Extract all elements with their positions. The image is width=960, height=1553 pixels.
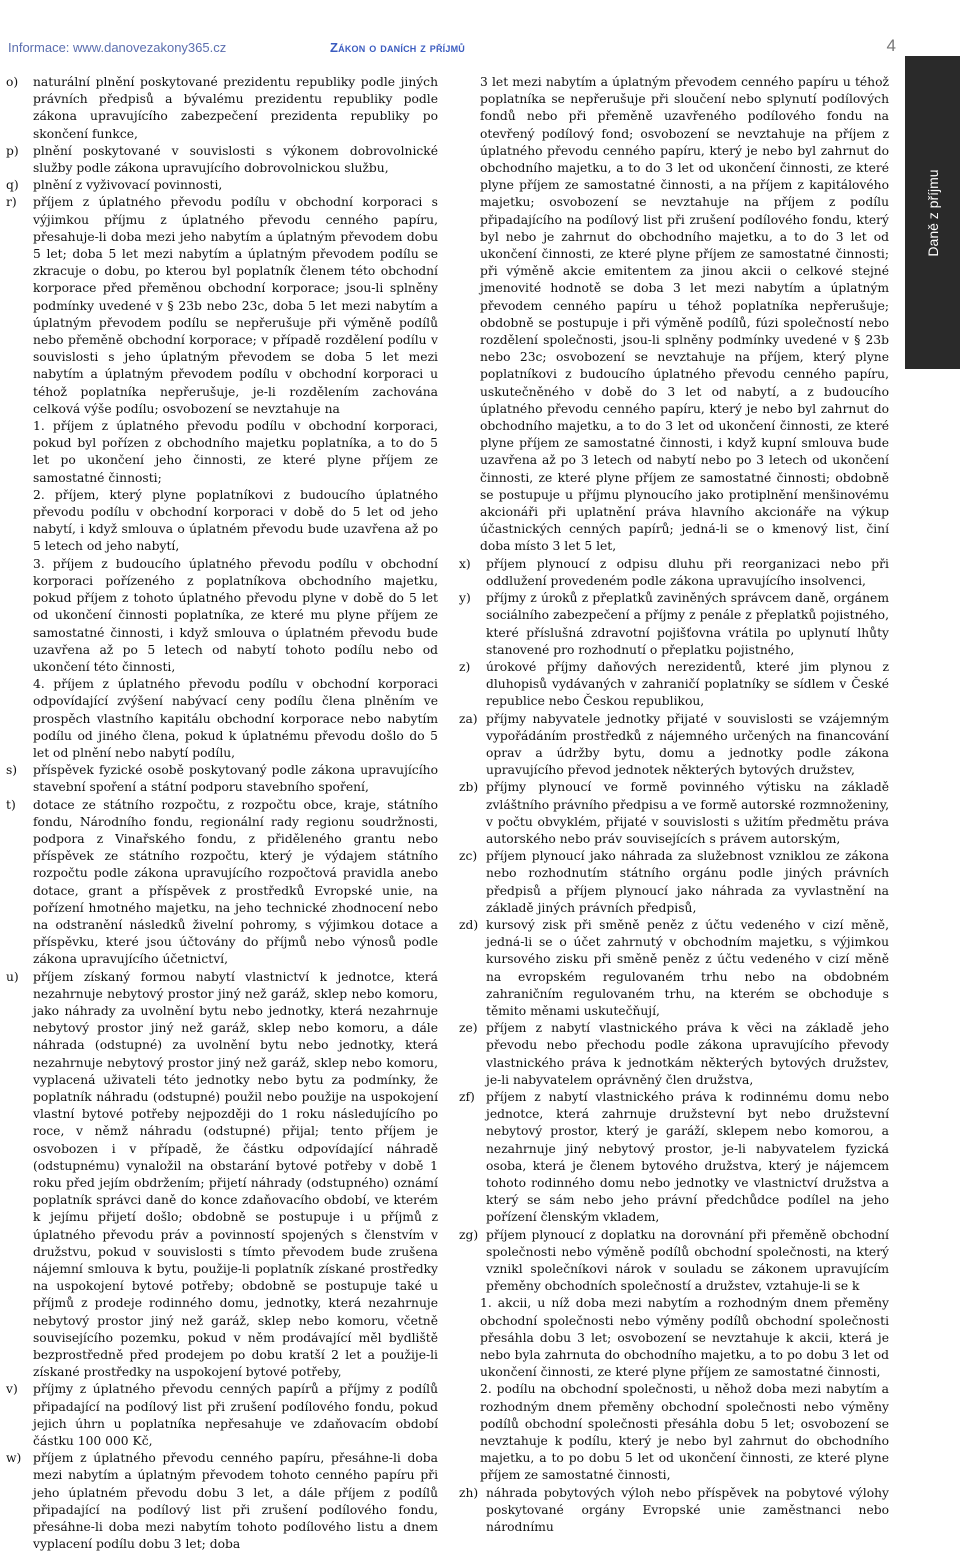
list-item — [459, 590, 889, 659]
item-text: příjmy plynoucí ve formě povinného výtisku na základě zvláštního právního předpisu a ve formě autorské rozmnoženiny, v počtu obvyklém, přijaté v souvislosti s užitím předmětu práva autorského nebo práv souvisejících s právem autorským, — [486, 780, 889, 846]
item-label: r) — [6, 195, 17, 210]
sub-item: 1. příjem z úplatného převodu podílu v obchodní korporaci, pokud byl pořízen z obchodního majetku poplatníka, a to do 5 let po ukončení jeho činnosti, ze které plyne příjem ze samostatné činnosti; — [33, 419, 438, 485]
sub-item: 2. příjem, který plyne poplatníkovi z budoucího úplatného převodu podílu v obchodní korporaci v době do 5 let od jeho nabytí, i když smlouva o úplatném převodu bude uzavřena až po 5 letech od jeho nabytí, — [33, 487, 438, 554]
item-text: příjmy z úroků z přeplatků zaviněných správcem daně, orgánem sociálního zabezpečení a příjmy z penále z přeplatků pojistného, které příslušná zdravotní pojišťovna vrátila po uplynutí lhůty stanovené pro rozhodnutí o přeplatku pojistného, — [486, 591, 889, 657]
list-item — [6, 1450, 438, 1553]
item-label: zg) — [459, 1227, 479, 1242]
item-label: o) — [6, 75, 19, 89]
section-side-tab — [905, 56, 960, 369]
list-item — [459, 848, 889, 917]
item-label: zf) — [459, 1089, 475, 1104]
list-item — [459, 1227, 889, 1296]
page-number: 4 — [886, 36, 896, 55]
list-item — [459, 779, 889, 848]
page-header — [0, 0, 960, 64]
item-text: příjmy nabyvatele jednotky přijaté v souvislosti se vzájemným vypořádáním prostředků z nájemného určených na financování oprav a údržby bytu, domu a jednotky podle zákona upravujícího převod jednotek některých bytových družstev, — [486, 711, 889, 778]
item-text: příjem získaný formou nabytí vlastnictví k jednotce, která nezahrnuje nebytový prostor jiný než garáž, sklep nebo komoru, jako náhrady za uvolnění bytu nebo jednotky, která nezahrnuje nebytový prostor jiný než garáž, sklep nebo komoru, a dále náhrada (odstupné) za uvolnění bytu nebo jednotky, která nezahrnuje nebytový prostor jiný než garáž, sklep nebo komoru, vyplacená uživateli této jednotky nebo bytu za podmínky, že poplatník náhradu (odstupné) použil nebo použije na uspokojení vlastní bytové potřeby nejpozději do 1 roku následujícího po roce, v němž náhradu (odstupné) přijal; tento příjem je osvobozen i v případě, že částku odpovídající náhradě (odstupnému) vynaložil na obstarání bytové potřeby v době 1 roku před jejím obdržením; přijetí náhrady (odstupného) oznámí poplatník správci daně do konce zdaňovacího období, ve kterém k jejímu přijetí došlo; obdobně se postupuje i u příjmů z úplatného převodu práv a povinností spojených s členstvím v družstvu, pokud v souvislosti s tímto převodem bude zrušena nájemní smlouva k bytu, použije-li poplatník získané prostředky na uspokojení bytové potřeby; obdobně se postupuje také u příjmů z prodeje rodinného domu, jednotky, která nezahrnuje nebytový prostor jiný než garáž, sklep nebo komoru, včetně souvisejícího pozemku, pokud v něm prodávající měl bydliště bezprostředně před prodejem po dobu kratší 2 let a použije-li získané prostředky na uspokojení bytové potřeby, — [33, 969, 438, 1380]
list-item — [6, 177, 438, 194]
list-item — [6, 762, 438, 796]
item-text: příjem z nabytí vlastnického práva k rodinnému domu nebo jednotce, která zahrnuje družstevní byt nebo družstevní nebytový prostor, který je garáží, sklepem nebo komorou, a nezahrnuje jiný nebytový prostor, je-li nabyvatelem fyzická osoba, která je členem bytového družstva, který je nájemcem tohoto rodinného domu nebo jednotky ve vlastnictví družstva a který se sám nebo jeho právní předchůdce podílel na jeho pořízení členským vkladem, — [486, 1089, 889, 1225]
list-item — [6, 143, 438, 177]
list-item — [459, 917, 889, 1020]
item-label: zd) — [459, 917, 479, 932]
item-label: w) — [6, 1451, 22, 1466]
continued-paragraph: 3 let mezi nabytím a úplatným převodem cenného papíru u téhož poplatníka se nepřerušuje při sloučení nebo splynutí podílových fondů nebo při přeměně uzavřeného podílového fondu na otevřený podílový fond; osvobození se nevztahuje na příjem z úplatného převodu cenného papíru, který je nebo byl zahrnut do obchodního majetku, a to do 3 let od ukončení činnosti, ze které plyne příjem ze samostatné činnosti, a na příjem z kapitálového majetku; osvobození se nevztahuje na příjem z podílu připadajícího na podílový list při zrušení podílového fondu, který byl nebo je zahrnut do obchodního majetku, a to do 3 let od ukončení činnosti, ze které plyne příjem ze samostatné činnosti; při výměně akcie emitentem za jinou akcii o celkové stejné jmenovité hodnotě se doba 3 let mezi nabytím a úplatným převodem cenného papíru u téhož poplatníka nepřerušuje; obdobně se postupuje i při výměně podílů, fúzi společností nebo rozdělení společnosti, jsou-li splněny podmínky uvedené v § 23b nebo 23c; osvobození se nevztahuje na příjem, který plyne poplatníkovi z budoucího úplatného převodu cenného papíru, uskutečněného v době do 3 let od nabytí, a z budoucího úplatného převodu cenného papíru, který je nebo byl zahrnut do obchodního majetku, a to do 3 let od ukončení činnosti, ze které plyne příjem ze samostatné činnosti, i když kupní smlouva bude uzavřena až po 3 letech od nabytí nebo po 3 letech od ukončení činnosti, ze které plyne příjem ze samostatné činnosti; obdobně se postupuje u příjmu plynoucího jako protiplnění menšinovému akcionáři při uplatnění práva hlavního akcionáře na výkup účastnických cenných papírů; jedná-li se o kmenový list, činí doba místo 3 let 5 let, — [480, 75, 889, 554]
list-item — [6, 194, 438, 418]
item-text: plnění z vyživovací povinnosti, — [33, 178, 223, 193]
item-label: s) — [6, 763, 18, 778]
list-item — [459, 711, 889, 780]
list-item — [6, 1381, 438, 1450]
item-text: dotace ze státního rozpočtu, z rozpočtu obce, kraje, státního fondu, Národního fondu, regionální rady regionu soudržnosti, podpora z Vinařského fondu, z přiděleného grantu nebo příspěvek ze státního rozpočtu, který je výdajem státního rozpočtu podle zákona upravujícího rozpočtová pravidla anebo dotace, grant a příspěvek z prostředků Evropské unie, na pořízení hmotného majetku, na jeho technické zhodnocení nebo na odstranění následků živelní pohromy, s výjimkou dotace a příspěvku, které jsou účtovány do příjmů nebo výnosů podle zákona upravujícího účetnictví, — [33, 797, 438, 967]
sub-item: 4. příjem z úplatného převodu podílu v obchodní korporaci odpovídající zvýšení nabývací ceny podílu člena plněním ve prospěch vlastního kapitálu obchodní korporace nebo nabytím podílu od jiného člena, pokud k úplatnému převodu došlo do 5 let od plnění nebo nabytí podílu, — [33, 677, 438, 760]
item-label: y) — [459, 591, 471, 606]
item-label: x) — [459, 556, 471, 571]
left-column — [6, 74, 438, 1553]
item-label: zc) — [459, 849, 478, 864]
sub-item: 1. akcii, u níž doba mezi nabytím a rozhodným dnem přeměny obchodní společnosti nebo výměny podílů obchodní společnosti přesáhla dobu 3 let; osvobození se nevztahuje k akcii, která je nebo byla zahrnuta do obchodního majetku, a to po dobu 3 let od ukončení činnosti, ze které plyne příjem ze samostatné činnosti, — [480, 1296, 889, 1380]
sub-item: 2. podílu na obchodní společnosti, u něhož doba mezi nabytím a rozhodným dnem přeměny obchodní společnosti nebo výměny podílů obchodní společnosti přesáhla dobu 5 let; osvobození se nevztahuje k podílu, který je nebo byl zahrnut do obchodního majetku, a to po dobu 5 let od ukončení činnosti, ze které plyne příjem ze samostatné činnosti, — [480, 1382, 889, 1483]
item-text: náhrada pobytových výloh nebo příspěvek na pobytové výlohy poskytované orgány Evropské unie zaměstnanci nebo národnímu — [486, 1485, 889, 1535]
list-item — [6, 969, 438, 1382]
source-info: Informace: www.danovezakony365.cz — [8, 40, 227, 55]
item-label: ze) — [459, 1021, 478, 1036]
side-tab-label: Daně z příjmu — [924, 168, 941, 257]
list-item — [459, 1485, 889, 1537]
item-label: za) — [459, 711, 478, 726]
list-item — [459, 556, 889, 590]
item-label: q) — [6, 178, 19, 193]
item-text: příjem plynoucí jako náhrada za služebnost vzniklou ze zákona nebo rozhodnutím státního orgánu podle jiných právních předpisů a příjem plynoucí jako náhrada za vyvlastnění na základě jiných právních předpisů, — [486, 849, 889, 915]
item-text: plnění poskytované v souvislosti s výkonem dobrovolnické služby podle zákona upravujícího dobrovolnickou službu, — [33, 143, 438, 176]
sub-item: 3. příjem z budoucího úplatného převodu podílu v obchodní korporaci pořízeného z poplatníkova obchodního majetku, pokud příjem z tohoto úplatného převodu plyne v době do 5 let od ukončení činnosti poplatníka, ze které mu plyne příjem ze samostatné činnosti, i když smlouva o úplatném převodu bude uzavřena až po 5 letech od nabytí tohoto podílu nebo od ukončení této činnosti, — [33, 556, 438, 674]
item-text: příjem z nabytí vlastnického práva k věci na základě jeho převodu nebo přechodu podle zákona upravujícího převody vlastnického práva k jednotkám některých bytových družstev, je-li nabyvatelem oprávněný člen družstva, — [486, 1021, 889, 1087]
item-text: příspěvek fyzické osobě poskytovaný podle zákona upravujícího stavební spoření a státní podporu stavebního spoření, — [33, 763, 438, 795]
list-item — [459, 1020, 889, 1089]
list-item — [6, 797, 438, 969]
item-label: zh) — [459, 1485, 479, 1500]
item-label: p) — [6, 143, 19, 158]
item-label: z) — [459, 659, 471, 674]
item-label: t) — [6, 797, 16, 812]
item-text: úrokové příjmy daňových nerezidentů, které jim plynou z dluhopisů vydávaných v zahraničí poplatníky se sídlem v České republice nebo Českou republikou, — [486, 659, 889, 709]
list-item — [459, 1089, 889, 1227]
item-text: příjmy z úplatného převodu cenných papírů a příjmy z podílů připadající na podílový list při zrušení podílového fondu, pokud jejich úhrn u poplatníka nepřesahuje ve zdaňovacím období částku 100 000 Kč, — [33, 1382, 438, 1449]
item-text: příjem plynoucí z doplatku na dorovnání při přeměně obchodní společnosti nebo výměně podílů obchodní společnosti, na který vznikl společníkovi nárok v souladu se zákonem upravujícím přeměny obchodních společností a družstev, vztahuje-li se k — [486, 1227, 889, 1294]
item-text: naturální plnění poskytované prezidentu republiky podle jiných právních předpisů a bývalému prezidentu republiky podle zákona upravujícího zabezpečení prezidenta republiky po skončení funkce, — [33, 75, 438, 141]
item-label: zb) — [459, 780, 479, 795]
item-text: příjem z úplatného převodu cenného papíru, přesáhne-li doba mezi nabytím a úplatným převodem tohoto cenného papíru při jeho úplatném převodu dobu 3 let, a dále příjem z podílů připadající na podílový list při zrušení podílového fondu, přesáhne-li doba mezi nabytím tohoto podílového listu a dnem vyplacení podílu dobu 3 let; doba — [33, 1451, 438, 1552]
item-text: příjem z úplatného převodu podílu v obchodní korporaci s výjimkou příjmu z úplatného převodu cenného papíru, přesahuje-li doba mezi jeho nabytím a úplatným převodem dobu 5 let; doba 5 let mezi nabytím a úplatným převodem podílu se zkracuje o dobu, po kterou byl poplatník členem této obchodní korporace před přeměnou obchodní korporace; jsou-li splněny podmínky uvedené v § 23b nebo 23c, doba 5 let mezi nabytím a úplatným převodem podílu se nepřerušuje při výměně podílů nebo přeměně obchodní korporace; v případě rozdělení podílu v souvislosti s jeho úplatným převodem se doba 5 let mezi nabytím a úplatným převodem podílu v obchodní korporaci u téhož poplatníka nepřerušuje, je-li rozdělením zachována celková výše podílu; osvobození se nevztahuje na — [33, 195, 438, 416]
list-item — [6, 74, 438, 143]
list-item — [459, 659, 889, 711]
item-label: v) — [6, 1382, 18, 1397]
item-label: u) — [6, 969, 19, 984]
right-column — [459, 74, 889, 1536]
item-text: kursový zisk při směně peněz z účtu vedeného v cizí měně, jedná-li se o účet zahrnutý v obchodním majetku, s výjimkou kursového zisku při směně peněz z účtu vedeného v cizí měně na evropském regulovaném trhu nebo na obdobném zahraničním regulovaném trhu, na kterém se obchoduje s těmito měnami uskutečňují, — [486, 917, 889, 1018]
item-text: příjem plynoucí z odpisu dluhu při reorganizaci nebo při oddlužení provedeném podle zákona upravujícího insolvenci, — [486, 556, 889, 588]
running-title: Zákon o daních z příjmů — [330, 40, 465, 55]
